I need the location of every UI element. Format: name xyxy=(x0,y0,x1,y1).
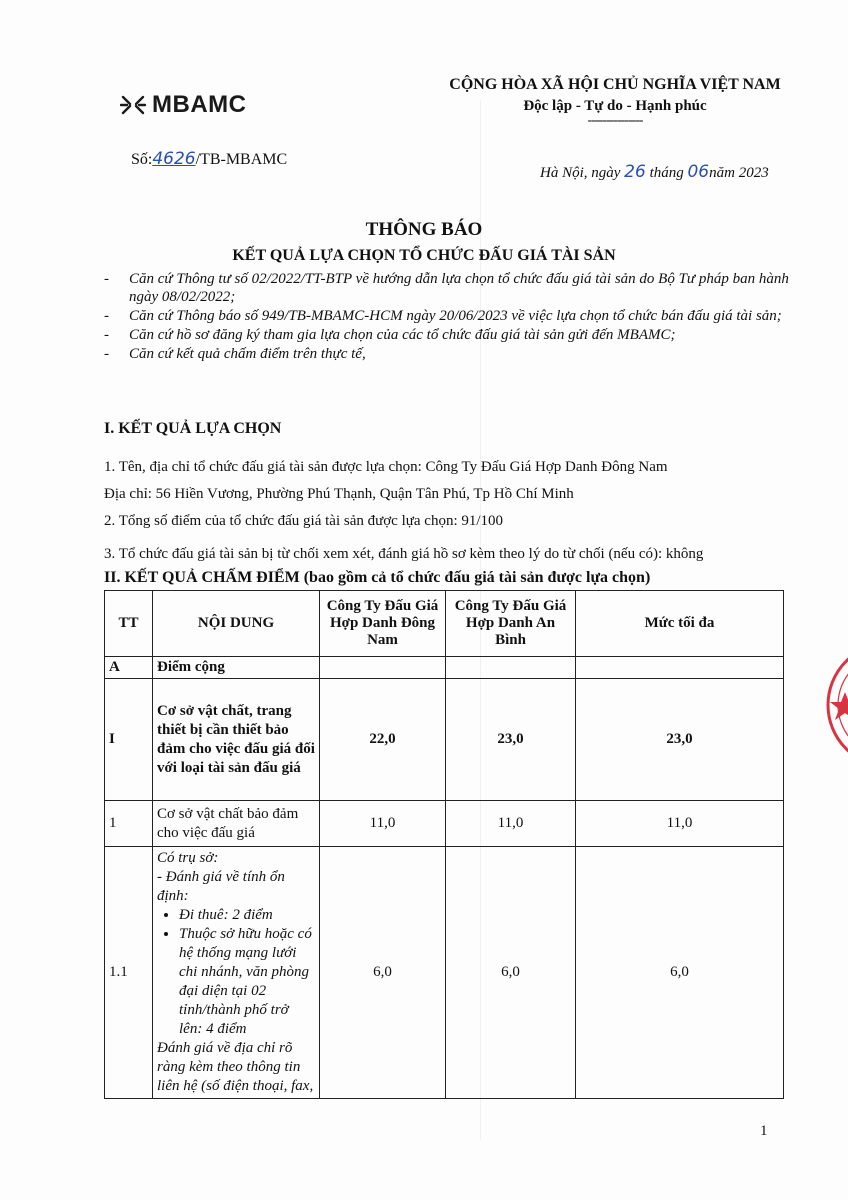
rejected-organizations-line: 3. Tổ chức đấu giá tài sản bị từ chối xem xét, đánh giá hồ sơ kèm theo lý do từ chối (nếu có): không xyxy=(104,546,704,562)
criteria-bullet: • Thuộc sở hữu hoặc có hệ thống mạng lưới chi nhánh, văn phòng đại diện tại 02 tỉnh/thành phố trở lên: 4 điểm xyxy=(179,925,315,1039)
total-score-line: 2. Tổng số điểm của tổ chức đấu giá tài sản được lựa chọn: 91/100 xyxy=(104,513,504,529)
document-subtitle: KẾT QUẢ LỰA CHỌN TỔ CHỨC ĐẤU GIÁ TÀI SẢN xyxy=(232,247,616,264)
motto-rule: --------------- xyxy=(587,113,643,128)
doc-number-suffix: /TB-MBAMC xyxy=(195,151,288,168)
score-dong-nam: 6,0 xyxy=(320,847,446,1099)
criteria-tail: Đánh giá về địa chỉ rõ ràng kèm theo thông tin liên hệ (số điện thoại, fax, xyxy=(157,1040,314,1094)
row-tt: 1 xyxy=(105,801,153,847)
table-row xyxy=(105,801,784,847)
score-an-binh: 23,0 xyxy=(446,679,576,801)
legal-basis-item: - Căn cứ hồ sơ đăng ký tham gia lựa chọn của các tổ chức đấu giá tài sản gửi đến MBAMC; xyxy=(104,327,676,343)
issue-date xyxy=(540,162,769,182)
score-an-binh: 11,0 xyxy=(446,801,576,847)
national-header xyxy=(380,76,848,129)
table-row xyxy=(105,847,784,1099)
table-header-row xyxy=(105,591,784,657)
header-company-an-binh: Công Ty Đấu Giá Hợp Danh An Bình xyxy=(446,591,576,657)
nation-name: CỘNG HÒA XÃ HỘI CHỦ NGHĨA VIỆT NAM xyxy=(449,76,781,93)
header-max-score: Mức tối đa xyxy=(576,591,784,657)
criteria-sub: - Đánh giá về tính ổn định: xyxy=(157,869,285,904)
criteria-bullet: • Đi thuê: 2 điểm xyxy=(179,906,315,925)
score-max: 11,0 xyxy=(576,801,784,847)
criteria-intro: Có trụ sở: xyxy=(157,850,219,866)
score-dong-nam: 22,0 xyxy=(320,679,446,801)
legal-basis-item: - Căn cứ kết quả chấm điểm trên thực tế, xyxy=(104,346,366,362)
mbamc-logo-icon xyxy=(120,94,146,116)
doc-number-handwritten: 4626 xyxy=(152,149,196,169)
table-row xyxy=(105,657,784,679)
criteria-bullets xyxy=(157,906,315,1039)
address-line: Địa chỉ: 56 Hiền Vương, Phường Phú Thạnh, Quận Tân Phú, Tp Hồ Chí Minh xyxy=(104,486,574,502)
date-month-label: tháng xyxy=(649,165,684,181)
score-max: 6,0 xyxy=(576,847,784,1099)
row-criteria xyxy=(153,847,320,1099)
row-content: Điểm cộng xyxy=(153,657,320,679)
section-2-heading: II. KẾT QUẢ CHẤM ĐIỂM (bao gồm cả tổ chức đấu giá tài sản được lựa chọn) xyxy=(104,569,651,586)
document-title: THÔNG BÁO xyxy=(365,219,483,240)
score-an-binh: 6,0 xyxy=(446,847,576,1099)
company-seal-stamp xyxy=(815,630,848,780)
date-year: năm 2023 xyxy=(709,165,769,181)
row-content: Cơ sở vật chất bảo đảm cho việc đấu giá xyxy=(153,801,320,847)
legal-basis-item: - Căn cứ Thông tư số 02/2022/TT-BTP về hướng dẫn lựa chọn tổ chức đấu giá tài sản do Bộ Tư pháp ban hành ngày 08/02/2022; xyxy=(104,271,789,305)
score-max: 23,0 xyxy=(576,679,784,801)
row-tt: 1.1 xyxy=(105,847,153,1099)
doc-number-prefix: Số: xyxy=(131,151,153,168)
document-number xyxy=(131,149,287,169)
table-row xyxy=(105,679,784,801)
logo-text: MBAMC xyxy=(152,91,247,118)
legal-basis-item: - Căn cứ Thông báo số 949/TB-MBAMC-HCM ngày 20/06/2023 về việc lựa chọn tổ chức bán đấu giá tài sản; xyxy=(104,308,782,324)
legal-bases-list xyxy=(104,270,794,364)
header-company-dong-nam: Công Ty Đấu Giá Hợp Danh Đông Nam xyxy=(320,591,446,657)
section-1-heading: I. KẾT QUẢ LỰA CHỌN xyxy=(104,420,282,437)
date-day-handwritten: 26 xyxy=(624,162,646,182)
score-dong-nam: 11,0 xyxy=(320,801,446,847)
date-prefix: Hà Nội, ngày xyxy=(540,165,621,181)
page-number: 1 xyxy=(760,1123,768,1139)
header-tt: TT xyxy=(105,591,153,657)
selected-organization-line: 1. Tên, địa chỉ tổ chức đấu giá tài sản được lựa chọn: Công Ty Đấu Giá Hợp Danh Đông Nam xyxy=(104,459,668,475)
row-tt: A xyxy=(105,657,153,679)
national-motto: Độc lập - Tự do - Hạnh phúc xyxy=(523,98,707,114)
date-month-handwritten: 06 xyxy=(687,162,710,182)
header-content: NỘI DUNG xyxy=(153,591,320,657)
row-content: Cơ sở vật chất, trang thiết bị cần thiết bảo đảm cho việc đấu giá đối với loại tài sản đấu giá xyxy=(153,679,320,801)
row-tt: I xyxy=(105,679,153,801)
score-table xyxy=(104,590,784,1099)
company-logo xyxy=(120,91,246,119)
